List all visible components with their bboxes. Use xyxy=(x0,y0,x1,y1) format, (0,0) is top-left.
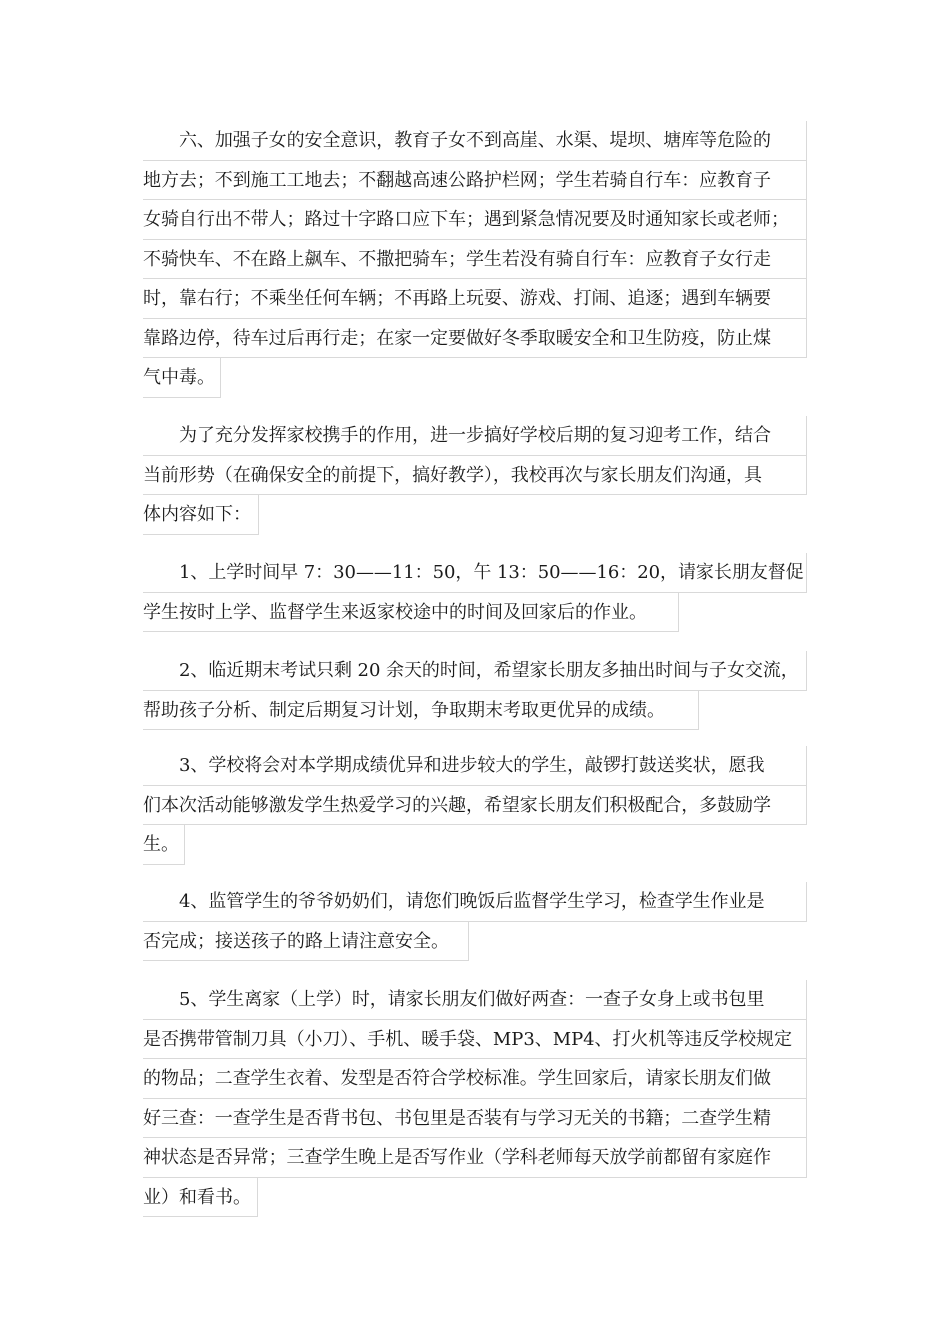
text-line: 2、临近期末考试只剩 20 余天的时间，希望家长朋友多抽出时间与子女交流， xyxy=(143,651,807,691)
text-line: 气中毒。 xyxy=(143,358,221,398)
paragraph-safety xyxy=(143,121,807,398)
text-line: 们本次活动能够激发学生热爱学习的兴趣，希望家长朋友们积极配合，多鼓励学 xyxy=(143,786,807,826)
text-line: 当前形势（在确保安全的前提下，搞好教学），我校再次与家长朋友们沟通，具 xyxy=(143,456,807,496)
text-line: 3、学校将会对本学期成绩优异和进步较大的学生，敲锣打鼓送奖状，愿我 xyxy=(143,746,807,786)
paragraph-intro xyxy=(143,416,807,535)
text-line: 六、加强子女的安全意识，教育子女不到高崖、水渠、堤坝、塘库等危险的 xyxy=(143,121,807,161)
paragraph-item-2 xyxy=(143,651,807,730)
text-line: 神状态是否异常；三查学生晚上是否写作业（学科老师每天放学前都留有家庭作 xyxy=(143,1138,807,1178)
text-line: 4、监管学生的爷爷奶奶们，请您们晚饭后监督学生学习，检查学生作业是 xyxy=(143,882,807,922)
text-line: 生。 xyxy=(143,825,185,865)
text-line: 女骑自行出不带人；路过十字路口应下车；遇到紧急情况要及时通知家长或老师； xyxy=(143,200,807,240)
text-line: 靠路边停，待车过后再行走；在家一定要做好冬季取暖安全和卫生防疫，防止煤 xyxy=(143,319,807,359)
text-line: 为了充分发挥家校携手的作用，进一步搞好学校后期的复习迎考工作，结合 xyxy=(143,416,807,456)
paragraph-item-3 xyxy=(143,746,807,865)
text-line: 业）和看书。 xyxy=(143,1178,258,1218)
text-line: 时，靠右行；不乘坐任何车辆；不再路上玩耍、游戏、打闹、追逐；遇到车辆要 xyxy=(143,279,807,319)
text-line: 帮助孩子分析、制定后期复习计划，争取期末考取更优异的成绩。 xyxy=(143,691,699,731)
text-line: 是否携带管制刀具（小刀）、手机、暖手袋、MP3、MP4、打火机等违反学校规定 xyxy=(143,1020,807,1060)
text-line: 不骑快车、不在路上飙车、不撒把骑车；学生若没有骑自行车：应教育子女行走 xyxy=(143,240,807,280)
text-line: 学生按时上学、监督学生来返家校途中的时间及回家后的作业。 xyxy=(143,593,679,633)
text-line: 的物品；二查学生衣着、发型是否符合学校标准。学生回家后，请家长朋友们做 xyxy=(143,1059,807,1099)
text-line: 否完成；接送孩子的路上请注意安全。 xyxy=(143,922,469,962)
paragraph-item-4 xyxy=(143,882,807,961)
paragraph-item-1 xyxy=(143,553,807,632)
text-line: 好三查：一查学生是否背书包、书包里是否装有与学习无关的书籍；二查学生精 xyxy=(143,1099,807,1139)
text-line: 地方去；不到施工工地去；不翻越高速公路护栏网；学生若骑自行车：应教育子 xyxy=(143,161,807,201)
text-line: 5、学生离家（上学）时，请家长朋友们做好两查：一查子女身上或书包里 xyxy=(143,980,807,1020)
text-line: 1、上学时间早 7：30——11：50，午 13：50——16：20，请家长朋友督促 xyxy=(143,553,807,593)
text-line: 体内容如下： xyxy=(143,495,259,535)
paragraph-item-5 xyxy=(143,980,807,1217)
